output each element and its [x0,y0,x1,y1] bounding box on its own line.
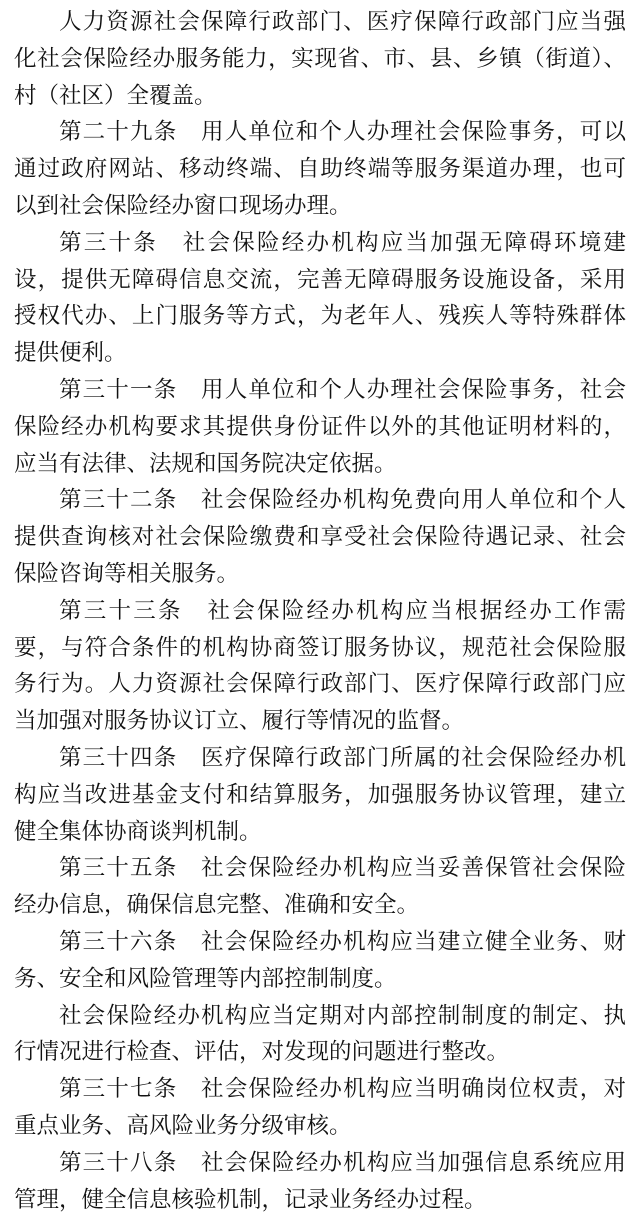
article-33 [14,593,626,740]
text-line: 第三十条 社会保险经办机构应当加强无障碍环境建 [14,225,626,262]
text-line: 当加强对服务协议订立、履行等情况的监督。 [14,703,626,740]
text-line: 保险经办机构要求其提供身份证件以外的其他证明材料的， [14,409,626,446]
article-38 [14,1145,626,1218]
text-line: 第三十六条 社会保险经办机构应当建立健全业务、财 [14,924,626,961]
text-line: 构应当改进基金支付和结算服务，加强服务协议管理，建立 [14,777,626,814]
article-36 [14,924,626,998]
text-line: 第三十五条 社会保险经办机构应当妥善保管社会保险 [14,850,626,887]
text-line: 经办信息，确保信息完整、准确和安全。 [14,887,626,924]
article-29 [14,114,626,224]
text-line: 务行为。人力资源社会保障行政部门、医疗保障行政部门应 [14,666,626,703]
text-line: 管理，健全信息核验机制，记录业务经办过程。 [14,1182,626,1218]
text-line: 第三十三条 社会保险经办机构应当根据经办工作需 [14,593,626,630]
text-line: 社会保险经办机构应当定期对内部控制制度的制定、执 [14,998,626,1035]
text-line: 第三十二条 社会保险经办机构免费向用人单位和个人 [14,482,626,519]
article-31 [14,372,626,482]
text-line: 应当有法律、法规和国务院决定依据。 [14,446,626,483]
text-line: 健全集体协商谈判机制。 [14,814,626,851]
article-37 [14,1071,626,1145]
paragraph [14,998,626,1072]
paragraph [14,4,626,114]
text-line: 要，与符合条件的机构协商签订服务协议，规范社会保险服 [14,630,626,667]
text-line: 行情况进行检查、评估，对发现的问题进行整改。 [14,1034,626,1071]
text-line: 第三十四条 医疗保障行政部门所属的社会保险经办机 [14,740,626,777]
article-30 [14,225,626,372]
text-line: 第三十八条 社会保险经办机构应当加强信息系统应用 [14,1145,626,1182]
text-line: 通过政府网站、移动终端、自助终端等服务渠道办理，也可 [14,151,626,188]
text-line: 第三十七条 社会保险经办机构应当明确岗位权责，对 [14,1071,626,1108]
text-line: 提供便利。 [14,335,626,372]
text-line: 村（社区）全覆盖。 [14,78,626,115]
text-line: 重点业务、高风险业务分级审核。 [14,1108,626,1145]
text-line: 以到社会保险经办窗口现场办理。 [14,188,626,225]
text-line: 化社会保险经办服务能力，实现省、市、县、乡镇（街道）、 [14,41,626,78]
article-35 [14,850,626,924]
text-line: 授权代办、上门服务等方式，为老年人、残疾人等特殊群体 [14,298,626,335]
text-line: 设，提供无障碍信息交流，完善无障碍服务设施设备，采用 [14,262,626,299]
article-34 [14,740,626,850]
text-line: 提供查询核对社会保险缴费和享受社会保险待遇记录、社会 [14,519,626,556]
article-32 [14,482,626,592]
text-line: 人力资源社会保障行政部门、医疗保障行政部门应当强 [14,4,626,41]
text-line: 第三十一条 用人单位和个人办理社会保险事务，社会 [14,372,626,409]
text-line: 保险咨询等相关服务。 [14,556,626,593]
text-line: 第二十九条 用人单位和个人办理社会保险事务，可以 [14,114,626,151]
text-line: 务、安全和风险管理等内部控制制度。 [14,961,626,998]
